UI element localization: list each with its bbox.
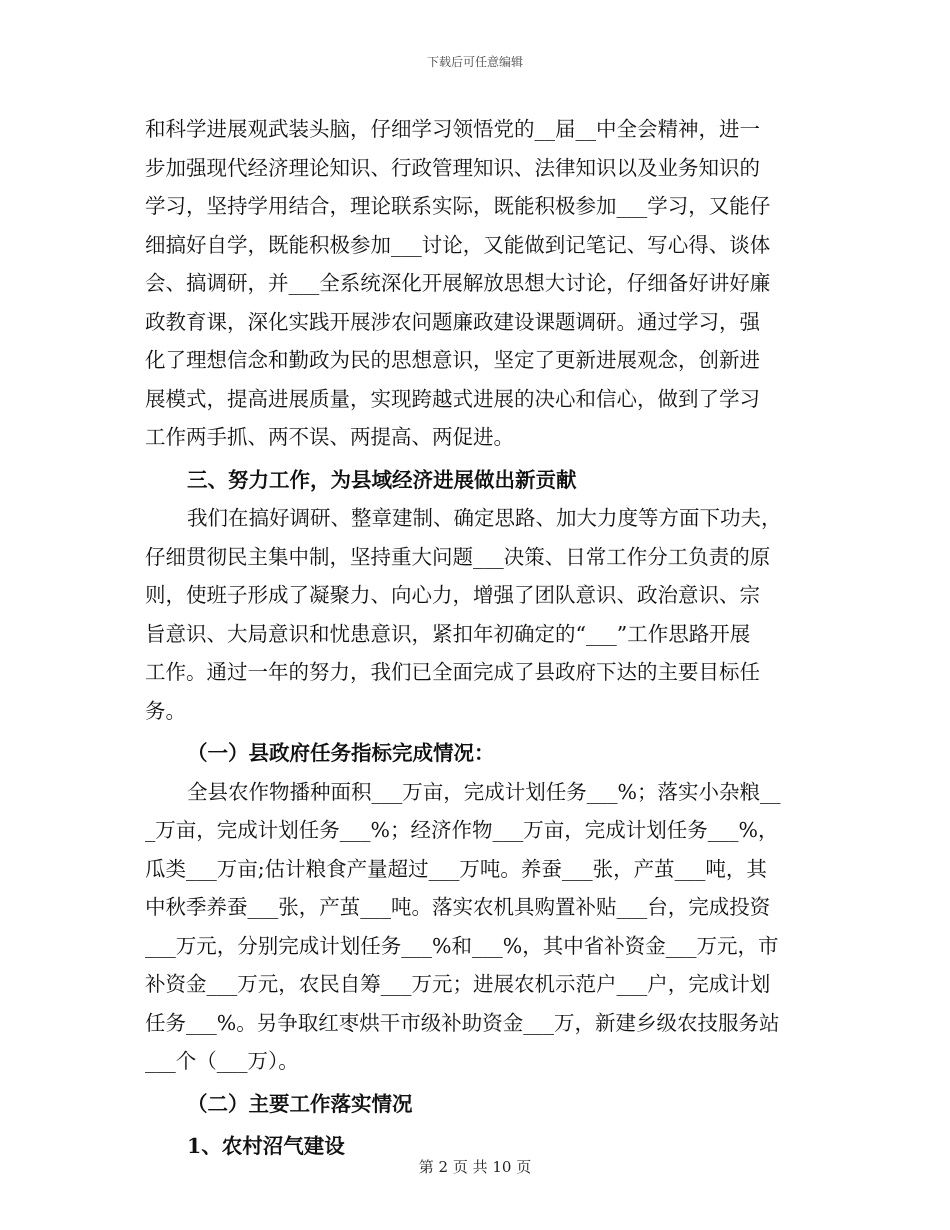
body-text-line: 旨意识、大局意识和忧患意识，紧扣年初确定的“___”工作思路开展: [145, 621, 751, 646]
body-text-line: 全县农作物播种面积___万亩，完成计划任务___%；落实小杂粮__: [187, 779, 781, 804]
body-text-line: 化了理想信念和勤政为民的思想意识，坚定了更新进展观念，创新进: [145, 348, 760, 372]
body-text-line: 步加强现代经济理论知识、行政管理知识、法律知识以及业务知识的: [145, 155, 760, 180]
body-text-line: 和科学进展观武装头脑，仔细学习领悟党的__届__中全会精神，进一: [145, 117, 760, 141]
body-text-line: 学习，坚持学用结合，理论联系实际，既能积极参加___学习，又能仔: [145, 194, 771, 218]
body-text-line: 则，使班子形成了凝聚力、向心力，增强了团队意识、政治意识、宗: [145, 583, 760, 607]
section-heading: （二）主要工作落实情况: [187, 1091, 413, 1116]
body-text-line: 瓜类___万亩;估计粮食产量超过___万吨。养蚕___张，产茧___吨，其: [145, 856, 767, 881]
section-heading: 三、努力工作，为县域经济进展做出新贡献: [187, 467, 577, 492]
section-heading: （一）县政府任务指标完成情况：: [187, 741, 495, 765]
page-header: 下载后可任意编辑: [426, 55, 523, 69]
document-body: [145, 110, 810, 1166]
body-text-line: 会、搞调研，并___全系统深化开展解放思想大讨论，仔细备好讲好廉: [145, 271, 771, 295]
body-text-line: 工作两手抓、两不误、两提高、两促进。: [145, 425, 514, 449]
body-text-line: _万亩，完成计划任务___%；经济作物___万亩，完成计划任务___%，: [145, 818, 779, 842]
body-text-line: 工作。通过一年的努力，我们已全面完成了县政府下达的主要目标任: [145, 660, 760, 684]
body-text-line: 展模式，提高进展质量，实现跨越式进展的决心和信心，做到了学习: [145, 386, 760, 411]
body-text-line: ___个（___万）。: [145, 1049, 299, 1073]
body-text-line: 仔细贯彻民主集中制，坚持重大问题___决策、日常工作分工负责的原: [145, 544, 771, 569]
body-text-line: 细搞好自学，既能积极参加___讨论，又能做到记笔记、写心得、谈体: [145, 232, 771, 257]
body-text-line: 中秋季养蚕___张，产茧___吨。落实农机具购置补贴___台，完成投资: [145, 895, 771, 919]
page-footer: 第 2 页 共 10 页: [418, 1158, 532, 1176]
body-text-line: ___万元，分别完成计划任务___%和___%，其中省补资金___万元，市: [145, 933, 779, 958]
body-text-line: 补资金___万元，农民自筹___万元；进展农机示范户___户，完成计划: [145, 972, 771, 996]
body-text-line: 政教育课，深化实践开展涉农问题廉政建设课题调研。通过学习，强: [145, 309, 760, 334]
body-text-line: 我们在搞好调研、整章建制、确定思路、加大力度等方面下功夫，: [187, 506, 782, 530]
body-text-line: 务。: [145, 698, 186, 723]
section-heading: 1、农村沼气建设: [187, 1134, 345, 1158]
body-text-line: 任务___%。另争取红枣烘干市级补助资金___万，新建乡级农技服务站: [145, 1010, 780, 1035]
